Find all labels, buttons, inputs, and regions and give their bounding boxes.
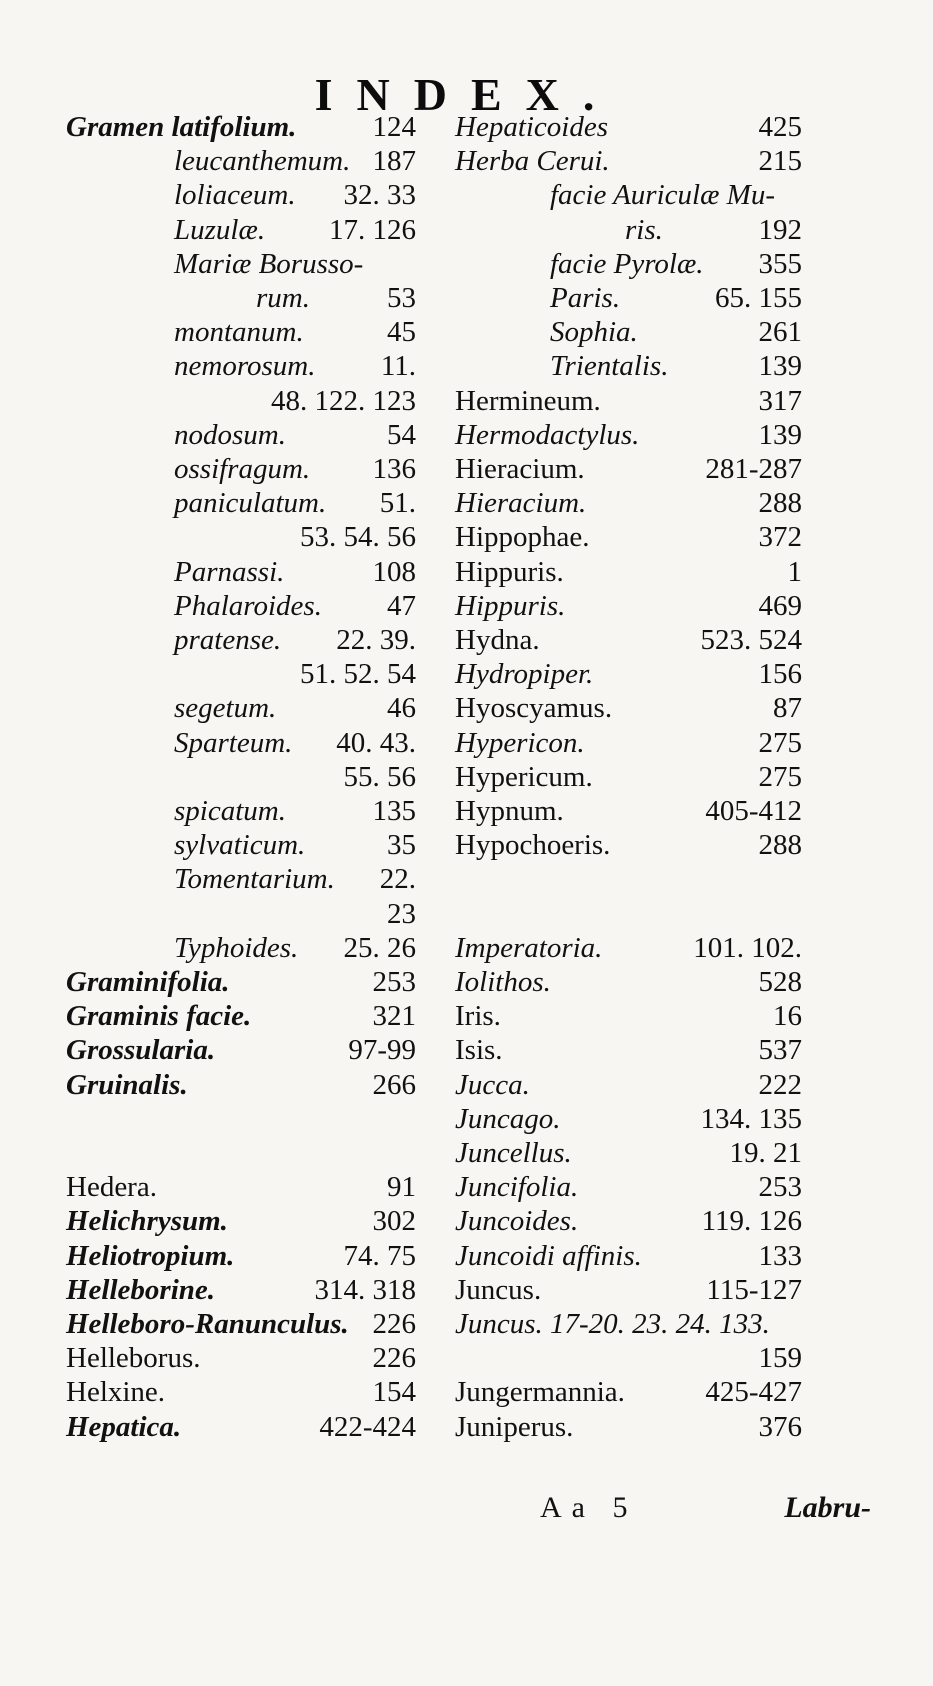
index-term: Heliotropium. <box>66 1239 235 1272</box>
index-term: Herba Cerui. <box>455 145 610 178</box>
index-page-numbers: 119. 126 <box>701 1205 802 1238</box>
index-page-numbers: 22. 39. <box>336 624 416 656</box>
index-term: Juncago. <box>455 1102 561 1135</box>
index-term: facie Auriculæ Mu- <box>550 179 775 212</box>
index-term: Juncus. <box>455 1273 542 1306</box>
index-entry <box>455 418 802 452</box>
index-page-numbers: 74. 75 <box>343 1239 416 1272</box>
index-entry <box>455 384 802 418</box>
index-entry <box>256 281 416 315</box>
index-term: rum. <box>256 282 310 314</box>
index-term: Iolithos. <box>455 966 551 998</box>
index-entry <box>174 247 416 281</box>
index-page-numbers: 192 <box>758 213 802 246</box>
index-term: Juncoides. <box>455 1205 579 1238</box>
index-entry <box>455 931 802 965</box>
index-entry <box>550 247 802 281</box>
index-term: ris. <box>625 213 663 246</box>
index-entry <box>174 897 416 931</box>
index-entry <box>455 589 802 623</box>
index-page-numbers: 425 <box>758 111 802 143</box>
index-page-numbers: 187 <box>372 145 416 178</box>
index-entry <box>550 281 802 315</box>
index-page-numbers: 47 <box>387 589 416 622</box>
index-term: Hermineum. <box>455 384 601 417</box>
index-entry <box>66 1136 416 1170</box>
index-term: Graminis facie. <box>66 1000 252 1033</box>
index-term: Grossularia. <box>66 1034 216 1067</box>
index-entry <box>174 657 416 691</box>
index-term: Juncus. 17-20. 23. 24. 133. <box>455 1308 770 1340</box>
index-entry <box>174 144 416 178</box>
index-entry <box>455 691 802 725</box>
index-page-numbers: 53 <box>387 282 416 314</box>
index-page-numbers: 376 <box>758 1410 802 1443</box>
index-entry <box>174 384 416 418</box>
index-page-numbers: 355 <box>758 247 802 280</box>
index-page-numbers: 135 <box>372 795 416 827</box>
index-entry <box>66 1375 416 1409</box>
index-page-numbers: 523. 524 <box>700 624 802 656</box>
index-entry <box>174 520 416 554</box>
page-title: INDEX. <box>314 69 619 120</box>
index-term: pratense. <box>174 624 282 656</box>
index-term: Luzulæ. <box>174 213 266 246</box>
index-term: Tomentarium. <box>174 863 335 896</box>
index-entry <box>625 213 802 247</box>
index-entry <box>550 315 802 349</box>
index-term: sylvaticum. <box>174 829 306 862</box>
index-entry <box>66 1204 416 1238</box>
index-entry <box>455 555 802 589</box>
index-entry <box>455 794 802 828</box>
index-term: Hieracium. <box>455 487 587 520</box>
index-entry <box>66 1068 416 1102</box>
index-page-numbers: 528 <box>758 966 802 998</box>
index-term: Hippuris. <box>455 589 566 622</box>
index-term: Hieracium. <box>455 453 585 485</box>
index-entry <box>66 1410 416 1444</box>
index-entry <box>455 1375 802 1409</box>
index-page-numbers: 40. 43. <box>336 726 416 759</box>
index-entry <box>66 999 416 1033</box>
index-entry <box>174 178 416 212</box>
index-page-numbers: 281-287 <box>705 453 802 485</box>
index-term: Hippuris. <box>455 555 564 588</box>
index-entry <box>455 1136 802 1170</box>
index-entry <box>455 1307 802 1341</box>
index-entry <box>174 315 416 349</box>
index-entry <box>455 1102 802 1136</box>
index-term: Hedera. <box>66 1171 157 1204</box>
index-term: Helleborine. <box>66 1273 216 1306</box>
index-term: Mariæ Borusso- <box>174 247 364 280</box>
index-term: Juniperus. <box>455 1410 574 1443</box>
index-page-numbers: 22. <box>379 863 416 896</box>
index-entry <box>174 794 416 828</box>
index-entry <box>455 144 802 178</box>
index-page-numbers: 48. 122. 123 <box>271 384 416 417</box>
index-term: Parnassi. <box>174 555 285 588</box>
index-page-numbers: 139 <box>758 350 802 383</box>
index-entry <box>455 1170 802 1204</box>
index-entry <box>455 726 802 760</box>
index-page-numbers: 422-424 <box>319 1410 416 1443</box>
index-entry <box>174 726 416 760</box>
index-term: Jucca. <box>455 1068 530 1101</box>
index-term: Hepatica. <box>66 1410 182 1443</box>
index-page-numbers: 275 <box>758 760 802 793</box>
index-page-numbers: 124 <box>372 111 416 143</box>
index-page-numbers: 108 <box>372 555 416 588</box>
index-page-numbers: 16 <box>773 1000 802 1033</box>
index-term: Jungermannia. <box>455 1376 625 1409</box>
index-entry <box>174 486 416 520</box>
index-page-numbers: 288 <box>758 829 802 862</box>
index-page-numbers: 23 <box>387 897 416 930</box>
index-page-numbers: 159 <box>758 1342 802 1375</box>
index-term: leucanthemum. <box>174 145 351 178</box>
index-page-numbers: 537 <box>758 1034 802 1067</box>
index-entry <box>174 589 416 623</box>
index-entry <box>174 691 416 725</box>
index-entry <box>174 931 416 965</box>
index-term: Helleborus. <box>66 1342 201 1375</box>
index-page-numbers: 136 <box>372 453 416 485</box>
index-page-numbers: 321 <box>372 1000 416 1033</box>
index-entry <box>455 110 802 144</box>
index-entry <box>455 486 802 520</box>
index-term: Hermodactylus. <box>455 418 640 451</box>
index-entry <box>455 1068 802 1102</box>
index-page-numbers: 19. 21 <box>729 1137 802 1169</box>
index-entry <box>455 1204 802 1238</box>
index-page-numbers: 45 <box>387 316 416 349</box>
index-page-numbers: 425-427 <box>705 1376 802 1409</box>
index-entry <box>550 349 802 383</box>
index-entry <box>66 1307 416 1341</box>
index-entry <box>66 1033 416 1067</box>
index-entry <box>455 452 802 486</box>
signature-mark: Aa 5 <box>540 1491 638 1524</box>
index-term: Iris. <box>455 1000 501 1033</box>
index-entry <box>455 999 802 1033</box>
index-term: Sparteum. <box>174 726 293 759</box>
index-page-numbers: 51. <box>379 487 416 520</box>
index-term: Isis. <box>455 1034 503 1067</box>
index-page-numbers: 133 <box>758 1239 802 1272</box>
index-page-numbers: 302 <box>372 1205 416 1238</box>
index-page-numbers: 156 <box>758 658 802 691</box>
index-page-numbers: 469 <box>758 589 802 622</box>
index-page-numbers: 314. 318 <box>314 1273 416 1306</box>
index-term: Hyoscyamus. <box>455 692 613 725</box>
index-term: Sophia. <box>550 316 638 349</box>
index-page-numbers: 87 <box>773 692 802 725</box>
catchword: Labru- <box>784 1491 871 1524</box>
index-entry <box>66 1102 416 1136</box>
index-entry <box>550 178 802 212</box>
index-term: nodosum. <box>174 418 286 451</box>
index-term: Hypochoeris. <box>455 829 611 862</box>
index-page-numbers: 17. 126 <box>329 213 416 246</box>
index-term: Typhoides. <box>174 931 299 964</box>
index-term: facie Pyrolæ. <box>550 247 704 280</box>
index-page-numbers: 134. 135 <box>700 1102 802 1135</box>
index-page-numbers: 253 <box>372 966 416 998</box>
index-term: Helleboro-Ranunculus. <box>66 1308 349 1340</box>
index-term: Hippophae. <box>455 521 590 554</box>
index-page-numbers: 32. 33 <box>343 179 416 212</box>
index-page-numbers: 51. 52. 54 <box>300 658 416 691</box>
index-entry <box>174 623 416 657</box>
index-page-numbers: 372 <box>758 521 802 554</box>
index-term: Helxine. <box>66 1376 166 1409</box>
index-page-numbers: 215 <box>758 145 802 178</box>
index-entry <box>174 452 416 486</box>
index-entry <box>66 1273 416 1307</box>
index-page-numbers: 222 <box>758 1068 802 1101</box>
index-page-numbers: 46 <box>387 692 416 725</box>
index-term: Trientalis. <box>550 350 669 383</box>
index-page-numbers: 11. <box>380 350 416 383</box>
index-entry <box>455 1273 802 1307</box>
index-page-numbers: 317 <box>758 384 802 417</box>
index-page-numbers: 154 <box>372 1376 416 1409</box>
index-entry <box>455 520 802 554</box>
index-term: Paris. <box>550 282 621 314</box>
index-page-numbers: 139 <box>758 418 802 451</box>
index-entry <box>174 862 416 896</box>
index-page-numbers: 101. 102. <box>693 931 802 964</box>
index-page-numbers: 405-412 <box>705 795 802 827</box>
index-page-numbers: 266 <box>372 1068 416 1101</box>
index-entry <box>455 1341 802 1375</box>
index-entry <box>455 862 802 896</box>
index-entry <box>66 1239 416 1273</box>
index-entry <box>455 623 802 657</box>
index-term: Graminifolia. <box>66 966 230 998</box>
index-entry <box>66 1341 416 1375</box>
index-entry <box>455 1033 802 1067</box>
index-entry <box>174 555 416 589</box>
index-entry <box>174 349 416 383</box>
index-page-numbers: 226 <box>372 1308 416 1340</box>
index-page-numbers: 226 <box>372 1342 416 1375</box>
index-term: segetum. <box>174 692 277 725</box>
index-term: Hepaticoides <box>455 111 609 143</box>
index-entry <box>174 760 416 794</box>
index-page-numbers: 115-127 <box>706 1273 802 1306</box>
index-term: montanum. <box>174 316 304 349</box>
index-term: Hypnum. <box>455 795 564 827</box>
index-entry <box>66 110 416 144</box>
index-entry <box>455 1410 802 1444</box>
index-page-numbers: 53. 54. 56 <box>300 521 416 554</box>
index-term: Hypericum. <box>455 760 593 793</box>
index-page-numbers: 288 <box>758 487 802 520</box>
index-term: Hydna. <box>455 624 540 656</box>
index-term: loliaceum. <box>174 179 296 212</box>
index-page-numbers: 55. 56 <box>343 760 416 793</box>
index-entry <box>66 965 416 999</box>
index-entry <box>66 1170 416 1204</box>
index-term: paniculatum. <box>174 487 327 520</box>
index-term: ossifragum. <box>174 453 311 485</box>
index-entry <box>455 965 802 999</box>
index-page-numbers: 25. 26 <box>343 931 416 964</box>
index-page-numbers: 65. 155 <box>715 282 802 314</box>
index-entry <box>455 897 802 931</box>
index-page-numbers: 275 <box>758 726 802 759</box>
index-page-numbers: 97-99 <box>348 1034 416 1067</box>
index-page-numbers: 261 <box>758 316 802 349</box>
index-page-numbers: 253 <box>758 1171 802 1204</box>
index-term: Imperatoria. <box>455 931 603 964</box>
index-page-numbers: 91 <box>387 1171 416 1204</box>
index-term: Gruinalis. <box>66 1068 188 1101</box>
index-term: Hypericon. <box>455 726 585 759</box>
index-term: nemorosum. <box>174 350 316 383</box>
index-entry <box>174 418 416 452</box>
index-term: Hydropiper. <box>455 658 594 691</box>
index-entry <box>455 760 802 794</box>
index-term: Gramen latifolium. <box>66 111 297 143</box>
index-term: spicatum. <box>174 795 286 827</box>
index-term: Helichrysum. <box>66 1205 228 1238</box>
index-entry <box>455 828 802 862</box>
index-entry <box>174 213 416 247</box>
index-page-numbers: 35 <box>387 829 416 862</box>
index-entry <box>174 828 416 862</box>
index-page-numbers: 54 <box>387 418 416 451</box>
index-term: Juncifolia. <box>455 1171 579 1204</box>
index-entry <box>455 657 802 691</box>
index-term: Juncellus. <box>455 1137 572 1169</box>
index-entry <box>455 1239 802 1273</box>
index-page-numbers: 1 <box>787 555 802 588</box>
index-term: Juncoidi affinis. <box>455 1239 642 1272</box>
index-term: Phalaroides. <box>174 589 322 622</box>
